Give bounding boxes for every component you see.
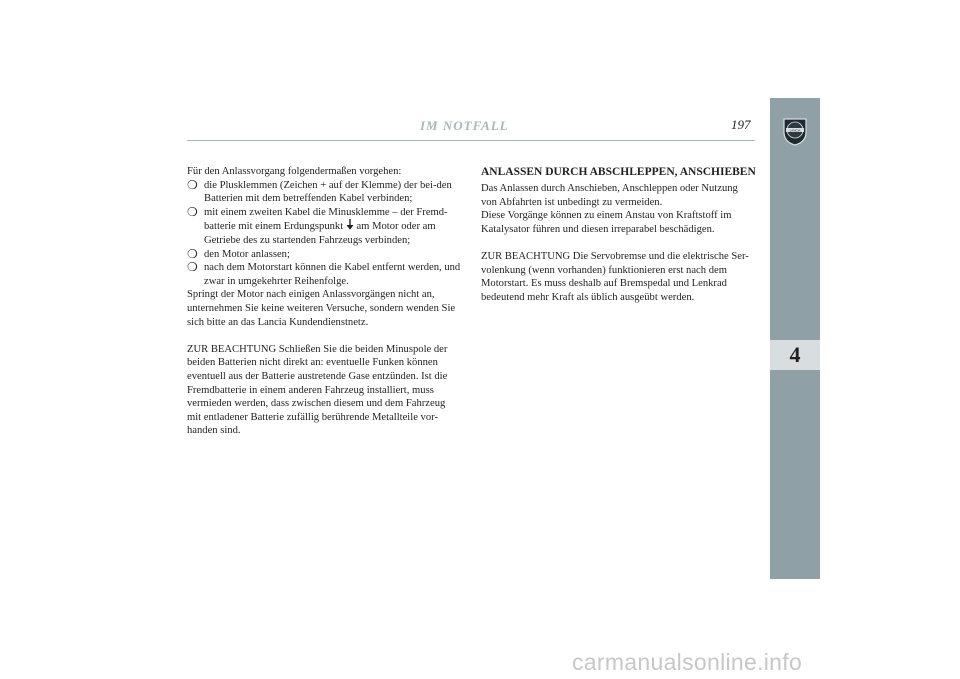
section-title: IM NOTFALL xyxy=(420,118,509,133)
warning-paragraph: ZUR BEACHTUNG Schließen Sie die beiden Minuspole der beiden Batterien nicht direkt an: eventuelle Funken können eventuell aus der Batterie austretende Gase entzünden. Ist die Fremdbatterie in einem anderen Fahrzeug installiert, muss vermieden werden, dass zwischen diesem und dem Fahrzeug mit entladener Batterie zufällig berührende Metallteile vor-handen sind. xyxy=(187,343,448,437)
list-item-text-part: am Motor oder am Getriebe des zu startenden Fahrzeugs verbinden; xyxy=(204,221,436,246)
bullet-icon: ❍ xyxy=(187,260,198,275)
list-item-text: nach dem Motorstart können die Kabel entfernt werden, und zwar in umgekehrter Reihenfolge. xyxy=(204,262,461,287)
header-divider xyxy=(187,140,755,141)
left-column xyxy=(187,165,462,438)
list-item-text-part: mit einem zweiten Kabel die Minusklemme – der Fremd-batterie mit einem Erdungspunkt xyxy=(204,206,448,233)
bullet-icon: ❍ xyxy=(187,204,198,219)
list-item-text xyxy=(204,206,462,248)
list-item-text: den Motor anlassen; xyxy=(204,248,290,260)
list-item xyxy=(187,248,462,262)
section-heading: ANLASSEN DURCH ABSCHLEPPEN, ANSCHIEBEN xyxy=(481,166,756,178)
bullet-icon: ❍ xyxy=(187,246,198,261)
page-number: 197 xyxy=(731,117,751,132)
paragraph: Springt der Motor nach einigen Anlassvorgängen nicht an, unternehmen Sie keine weiteren Versuche, sondern wenden Sie sich bitte an das Lancia Kundendienstnetz. xyxy=(187,289,456,328)
list-item xyxy=(187,179,462,206)
list-item xyxy=(187,261,462,288)
right-column xyxy=(481,165,756,304)
lancia-logo-icon xyxy=(782,116,808,146)
watermark: carmanualsonline.info xyxy=(572,649,803,675)
warning-paragraph: ZUR BEACHTUNG Die Servobremse und die elektrische Ser-volenkung (wenn vorhanden) funktionieren erst nach dem Motorstart. Es muss deshalb auf Bremspedal und Lenkrad bedeutend mehr Kraft als üblich ausgeübt werden. xyxy=(481,250,749,303)
paragraph: Das Anlassen durch Anschieben, Anschleppen oder Nutzung von Abfahrten ist unbedingt zu vermeiden. xyxy=(481,183,738,208)
chapter-number-tab[interactable]: 4 xyxy=(770,340,820,370)
chapter-sidebar xyxy=(770,98,820,579)
ground-symbol-icon xyxy=(346,219,354,230)
list-item-text: die Plusklemmen (Zeichen + auf der Klemme) der bei-den Batterien mit dem betreffenden Kabel verbinden; xyxy=(204,179,452,205)
intro-text: Für den Anlassvorgang folgendermaßen vorgehen: xyxy=(187,166,402,177)
logo-text: LANCIA xyxy=(789,128,801,133)
list-item xyxy=(187,206,462,248)
bullet-icon: ❍ xyxy=(187,177,198,192)
paragraph: Diese Vorgänge können zu einem Anstau von Kraftstoff im Katalysator führen und diesen irreparabel beschädigen. xyxy=(481,210,732,235)
